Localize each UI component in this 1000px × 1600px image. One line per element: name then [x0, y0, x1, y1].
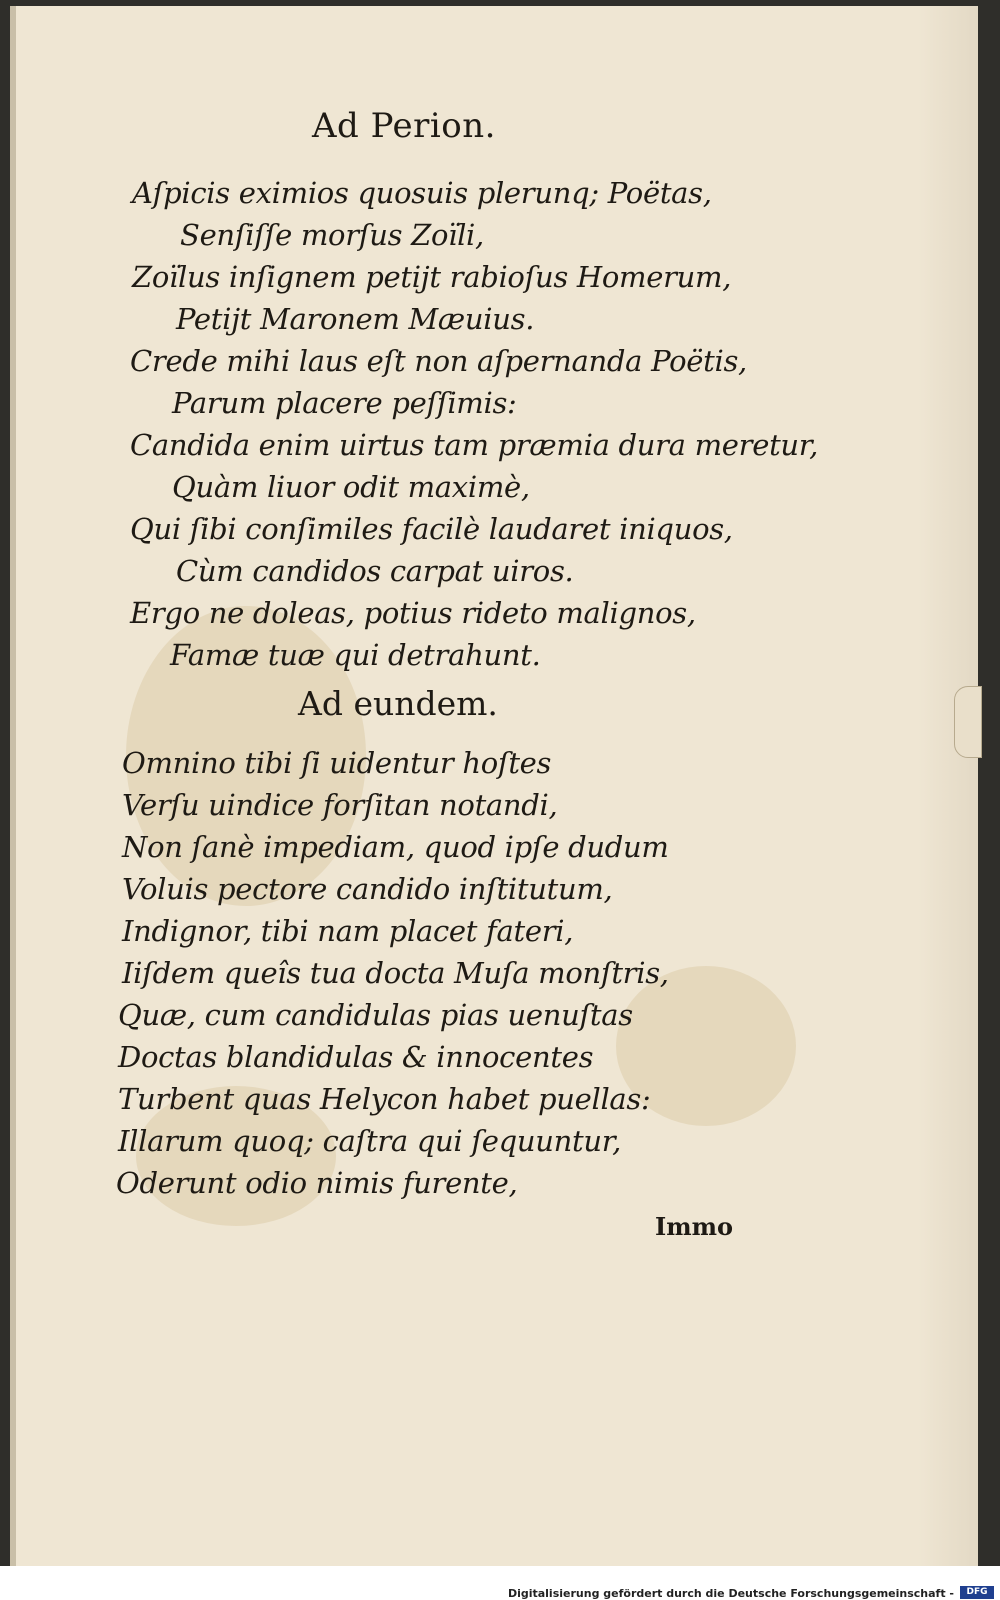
poem-line: Omnino tibi ſi uidentur hoſtes	[122, 746, 552, 780]
poem-line: Illarum quoq; caſtra qui ſequuntur,	[118, 1124, 622, 1158]
poem-line: Qui ſibi conſimiles facilè laudaret iniquos,	[130, 512, 733, 546]
poem-line: Aſpicis eximios quosuis plerunq; Poëtas,	[132, 176, 712, 210]
poem-line: Verſu uindice forſitan notandi,	[122, 788, 558, 822]
poem-line: Indignor, tibi nam placet fateri,	[122, 914, 574, 948]
poem-line: Petijt Maronem Mæuius.	[176, 302, 535, 336]
poem-line: Voluis pectore candido inſtitutum,	[122, 872, 613, 906]
poem-line: Oderunt odio nimis furente,	[116, 1166, 518, 1200]
poem-line: Candida enim uirtus tam præmia dura meretur,	[130, 428, 819, 462]
poem-line: Senſiſſe morſus Zoïli,	[180, 218, 484, 252]
poem-line: Quàm liuor odit maximè,	[172, 470, 530, 504]
poem-title-ad-perion: Ad Perion.	[312, 106, 496, 146]
funding-credit: Digitalisierung gefördert durch die Deutsche Forschungsgemeinschaft -	[507, 1587, 954, 1600]
poem-line: Turbent quas Helycon habet puellas:	[118, 1082, 651, 1116]
poem-line: Non ſanè impediam, quod ipſe dudum	[122, 830, 669, 864]
poem-line: Zoïlus inſignem petijt rabioſus Homerum,	[132, 260, 732, 294]
poem-line: Doctas blandidulas & innocentes	[118, 1040, 594, 1074]
poem-line: Quæ, cum candidulas pias uenuſtas	[118, 998, 633, 1032]
catchword: Immo	[655, 1212, 734, 1241]
poem-line: Cùm candidos carpat uiros.	[176, 554, 574, 588]
poem-line: Parum placere peſſimis:	[172, 386, 517, 420]
poem-title-ad-eundem: Ad eundem.	[298, 684, 498, 723]
dfg-logo-icon: DFG	[960, 1586, 994, 1599]
poem-line: Iiſdem queîs tua docta Muſa monſtris,	[122, 956, 669, 990]
poem-line: Crede mihi laus eſt non aſpernanda Poëtis,	[130, 344, 747, 378]
poem-line: Ergo ne doleas, potius rideto malignos,	[130, 596, 696, 630]
poem-line: Famæ tuæ qui detrahunt.	[170, 638, 541, 672]
